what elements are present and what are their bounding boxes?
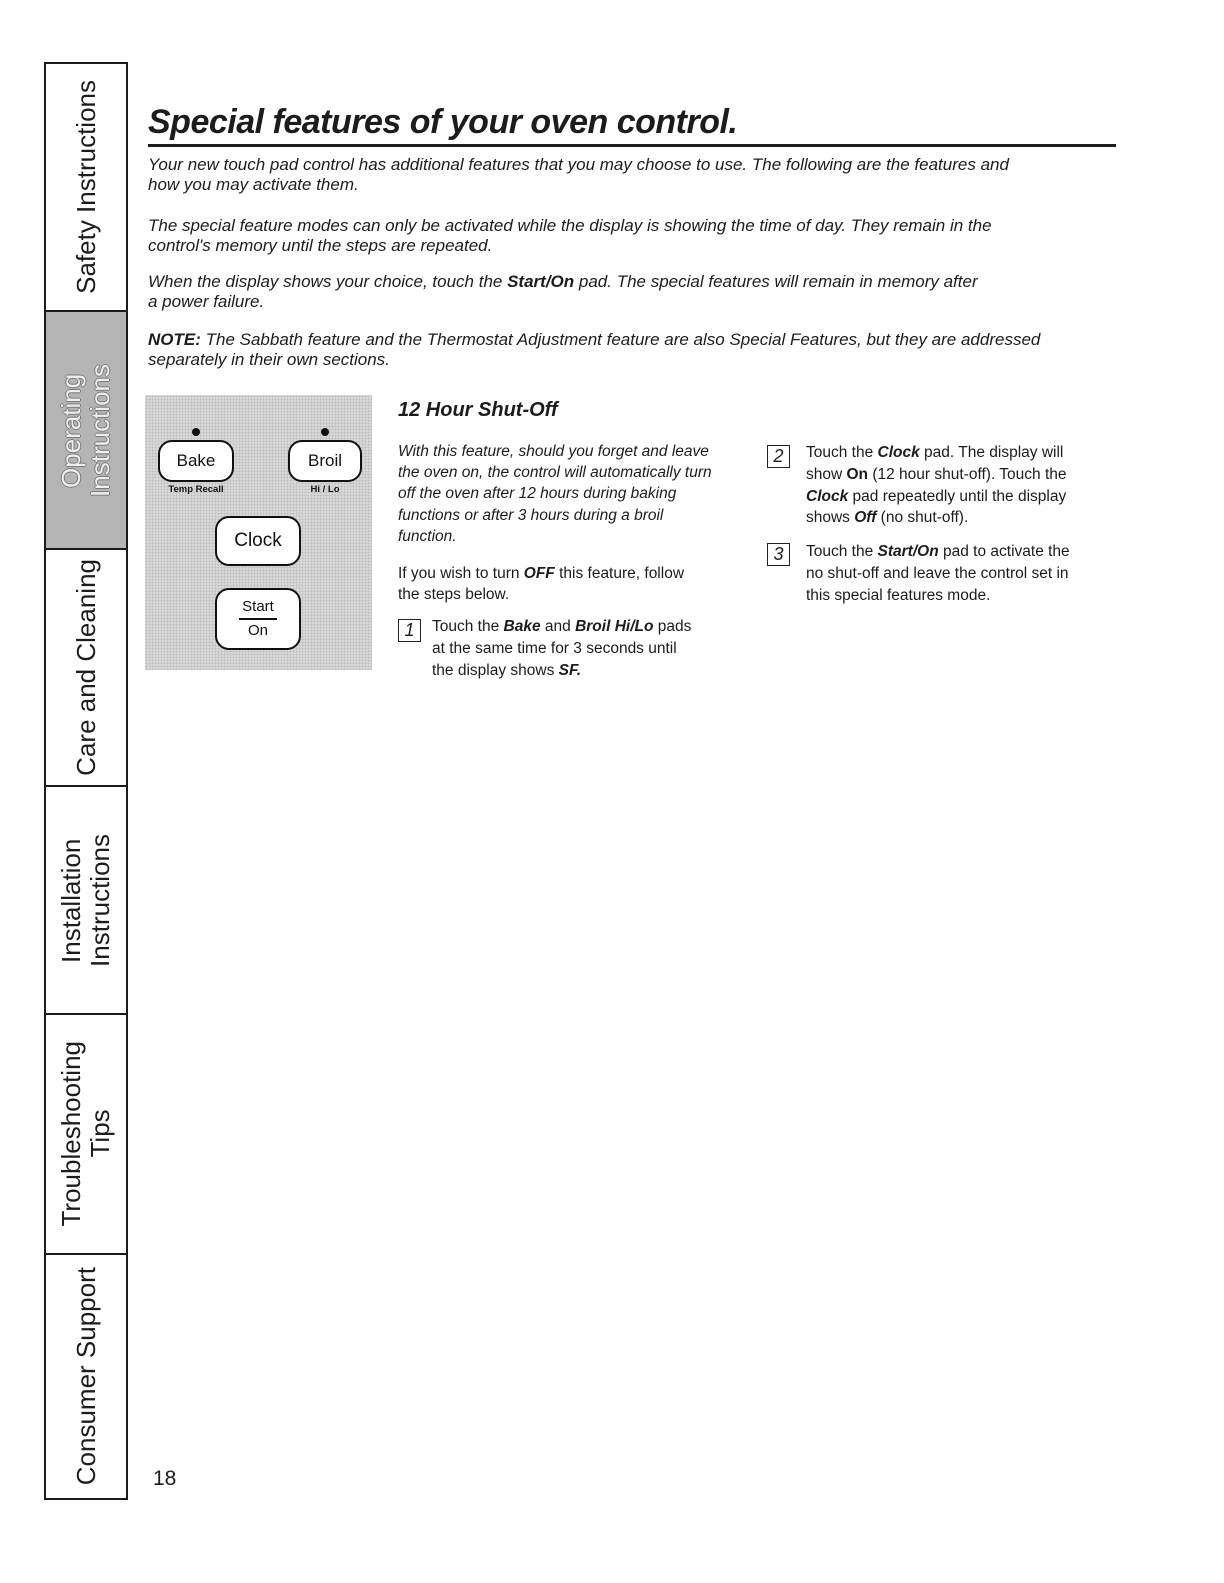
step-number-box: 1 <box>398 619 421 642</box>
text-segment: show <box>806 465 847 483</box>
emphasis-segment: SF. <box>558 661 582 679</box>
tab-label <box>57 364 115 497</box>
text-line: how you may activate them. <box>148 175 359 194</box>
feature-description <box>398 441 712 547</box>
text-line <box>806 541 1070 563</box>
text-line <box>398 563 684 584</box>
tab-label <box>72 1267 101 1485</box>
text-segment: The Sabbath feature and the Thermostat Adjustment feature are also Special Features, but they are addressed <box>200 330 1041 349</box>
text-line <box>148 350 1040 370</box>
tab-label <box>57 834 115 967</box>
text-line: Your new touch pad control has additional features that you may choose to use. The following are the features and <box>148 155 1009 174</box>
tab-label-line: Safety Instructions <box>70 80 101 294</box>
emphasis-segment: Broil Hi/Lo <box>575 618 654 635</box>
text-segment: the display shows <box>432 661 559 679</box>
text-line: With this feature, should you forget and leave <box>398 443 709 460</box>
tab-safety-instructions <box>46 62 126 310</box>
tab-label <box>72 80 101 294</box>
emphasis-segment: Bake <box>503 618 541 635</box>
tab-label-line: Instructions <box>85 363 115 497</box>
tab-label-line: Troubleshooting <box>56 1041 86 1227</box>
start-on-divider <box>239 618 277 620</box>
text-segment: Touch the <box>806 444 878 461</box>
text-line <box>148 272 978 292</box>
tab-label-line: Consumer Support <box>70 1267 101 1486</box>
text-segment: separately in their own sections. <box>148 350 390 369</box>
step-text <box>432 616 691 681</box>
text-line: function. <box>398 527 457 545</box>
control-panel-illustration <box>145 395 372 670</box>
tab-label-line: Care and Cleaning <box>70 559 101 776</box>
tab-troubleshooting-tips <box>46 1013 126 1253</box>
tab-care-and-cleaning <box>46 548 126 785</box>
text-line <box>148 292 978 312</box>
tab-label-line: Tips <box>85 1109 115 1159</box>
step-number-box: 3 <box>767 543 790 566</box>
step-text <box>806 541 1070 606</box>
emphasis-segment: OFF <box>523 565 555 582</box>
text-line: The special feature modes can only be activated while the display is showing the time of day. They remain in the <box>148 216 992 235</box>
text-segment: When the display shows your choice, touch the <box>148 272 508 291</box>
text-segment: at the same time for 3 seconds until <box>432 639 677 657</box>
text-line <box>806 563 1070 585</box>
text-segment: pad. The special features will remain in memory after <box>574 272 978 291</box>
text-line <box>432 616 691 638</box>
tab-label-line: Installation <box>56 837 86 963</box>
page-title: Special features of your oven control. <box>148 103 738 141</box>
tab-label <box>72 559 101 776</box>
section-heading: 12 Hour Shut-Off <box>398 399 558 421</box>
text-segment: If you wish to turn <box>398 565 524 582</box>
emphasis-segment: Clock <box>806 487 849 505</box>
page-number: 18 <box>153 1467 177 1490</box>
title-rule <box>148 144 1116 147</box>
text-segment: Touch the <box>432 618 504 635</box>
bake-pad-sublabel: Temp Recall <box>168 484 224 495</box>
text-line <box>806 486 1067 508</box>
emphasis-segment: On <box>846 465 869 483</box>
text-segment: pads <box>653 618 692 635</box>
text-line: functions or after 3 hours during a broil <box>398 506 664 524</box>
step-number-box: 2 <box>767 445 790 468</box>
text-line <box>806 464 1067 486</box>
intro-paragraph <box>148 216 992 256</box>
section-tabs <box>44 62 128 1500</box>
text-segment: this feature, follow <box>554 565 685 582</box>
text-line <box>432 638 691 660</box>
text-line: off the oven after 12 hours during baking <box>398 485 677 503</box>
text-segment: this special features mode. <box>806 586 991 604</box>
indicator-dot-icon <box>192 428 200 436</box>
text-line <box>398 584 684 605</box>
intro-paragraph <box>148 155 1009 195</box>
indicator-dot-icon <box>321 428 329 436</box>
tab-label-line: Operating <box>56 372 86 488</box>
text-segment: (12 hour shut-off). Touch the <box>868 465 1067 483</box>
text-line <box>806 442 1067 464</box>
text-segment: (no shut-off). <box>876 509 969 527</box>
intro-paragraph <box>148 272 978 312</box>
broil-pad-sublabel: Hi / Lo <box>310 484 340 495</box>
emphasis-segment: Start/On <box>877 543 939 560</box>
start-on-pad <box>215 588 301 650</box>
broil-pad: Broil <box>288 440 362 482</box>
emphasis-segment: Clock <box>877 444 920 461</box>
text-segment: pad repeatedly until the display <box>848 487 1067 505</box>
start-on-pad-bottom: On <box>247 621 268 639</box>
emphasis-segment: Start/On <box>507 272 575 291</box>
emphasis-segment: Off <box>854 509 877 527</box>
tab-installation-instructions <box>46 785 126 1013</box>
text-segment: no shut-off and leave the control set in <box>806 564 1069 582</box>
tab-operating-instructions <box>46 310 126 548</box>
text-line <box>432 660 691 682</box>
text-line <box>148 330 1040 350</box>
note-label: NOTE: <box>148 330 201 349</box>
text-segment: pad to activate the <box>938 543 1070 560</box>
text-segment: shows <box>806 509 855 527</box>
text-segment: pad. The display will <box>919 444 1064 461</box>
clock-pad: Clock <box>215 516 301 566</box>
tab-consumer-support <box>46 1253 126 1498</box>
start-on-pad-top: Start <box>242 598 274 616</box>
text-line <box>806 507 1067 529</box>
bake-pad: Bake <box>158 440 234 482</box>
text-segment: a power failure. <box>148 292 265 311</box>
instruction-paragraph <box>398 563 684 605</box>
text-segment: Touch the <box>806 543 878 560</box>
text-line: the oven on, the control will automatically turn <box>398 464 712 482</box>
step-text <box>806 442 1067 529</box>
note-paragraph <box>148 330 1040 370</box>
tab-label <box>57 1041 115 1227</box>
tab-label-line: Instructions <box>85 833 115 967</box>
text-line <box>806 585 1070 607</box>
text-line: control's memory until the steps are repeated. <box>148 236 493 255</box>
text-segment: and <box>540 618 576 635</box>
text-segment: the steps below. <box>398 586 510 603</box>
